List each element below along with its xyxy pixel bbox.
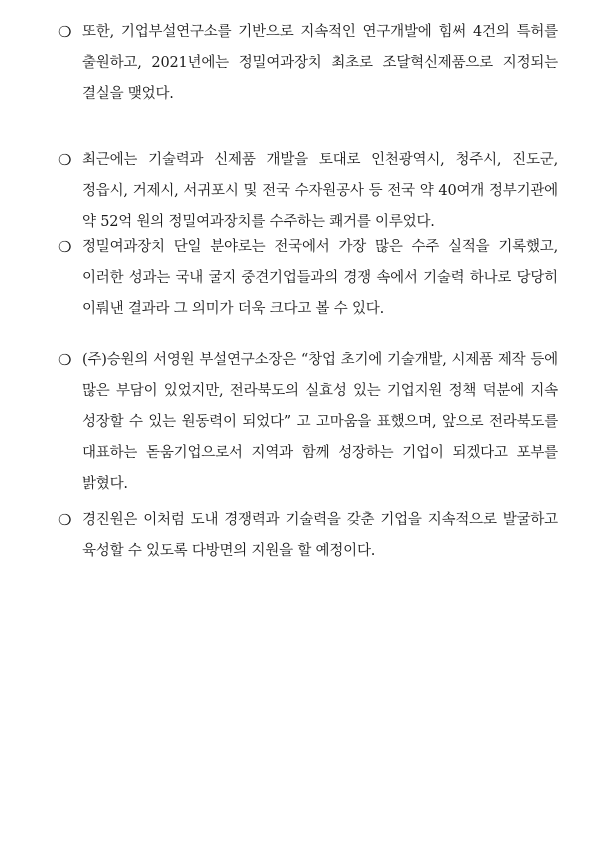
circle-bullet-icon: ❍ (58, 351, 72, 369)
paragraph-text: 정밀여과장치 단일 분야로는 전국에서 가장 많은 수주 실적을 기록했고, 이러한 성과는 국내 굴지 중견기업들과의 경쟁 속에서 기술력 하나로 당당히 이뤄낸 결과라 그 의미가 더욱 크다고 볼 수 있다. (82, 239, 558, 317)
paragraph-text: (주)승원의 서영원 부설연구소장은 “창업 초기에 기술개발, 시제품 제작 등에 많은 부담이 있었지만, 전라북도의 실효성 있는 기업지원 정책 덕분에 지속 성장할 수 있는 원동력이 되었다” 고 고마움을 표했으며, 앞으로 전라북도를 대표하는 돋움기업으로서 지역과 함께 성장하는 기업이 되겠다고 포부를 밝혔다. (82, 352, 558, 492)
paragraph-text: 최근에는 기술력과 신제품 개발을 토대로 인천광역시, 청주시, 진도군, 정읍시, 거제시, 서귀포시 및 전국 수자원공사 등 전국 약 40여개 정부기관에 약 52억 원의 정밀여과장치를 수주하는 쾌거를 이루었다. (82, 152, 558, 230)
circle-bullet-icon: ❍ (58, 238, 72, 256)
paragraph-5 (58, 505, 558, 567)
paragraph-4 (58, 345, 558, 500)
circle-bullet-icon: ❍ (58, 151, 72, 169)
paragraph-text: 또한, 기업부설연구소를 기반으로 지속적인 연구개발에 힘써 4건의 특허를 출원하고, 2021년에는 정밀여과장치 최초로 조달혁신제품으로 지정되는 결실을 맺었다. (82, 24, 558, 102)
circle-bullet-icon: ❍ (58, 511, 72, 529)
paragraph-text: 경진원은 이처럼 도내 경쟁력과 기술력을 갖춘 기업을 지속적으로 발굴하고 육성할 수 있도록 다방면의 지원을 할 예정이다. (82, 512, 558, 559)
circle-bullet-icon: ❍ (58, 23, 72, 41)
paragraph-3 (58, 232, 558, 325)
paragraph-1 (58, 17, 558, 110)
paragraph-2 (58, 145, 558, 238)
